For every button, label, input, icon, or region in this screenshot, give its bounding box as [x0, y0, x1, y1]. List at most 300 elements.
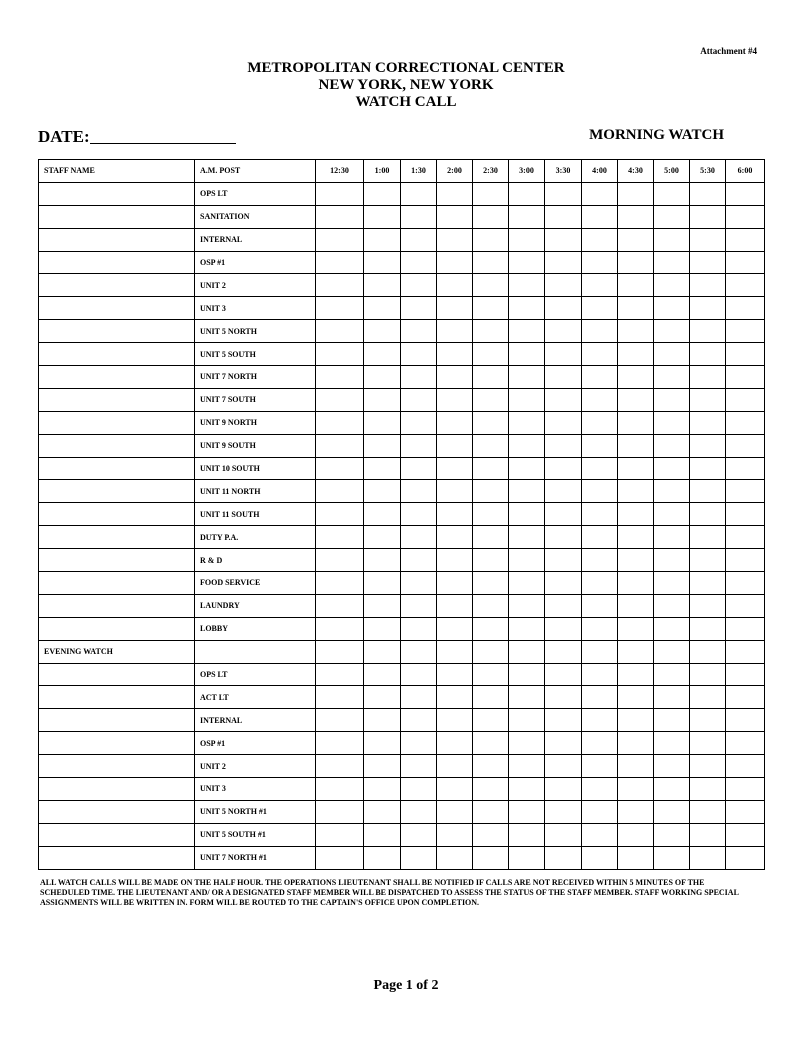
- check-cell[interactable]: [545, 434, 582, 457]
- check-cell[interactable]: [437, 343, 473, 366]
- check-cell[interactable]: [364, 778, 401, 801]
- check-cell[interactable]: [654, 594, 690, 617]
- check-cell[interactable]: [316, 480, 364, 503]
- check-cell[interactable]: [316, 755, 364, 778]
- check-cell[interactable]: [582, 549, 618, 572]
- check-cell[interactable]: [654, 755, 690, 778]
- check-cell[interactable]: [690, 663, 726, 686]
- check-cell[interactable]: [726, 274, 765, 297]
- check-cell[interactable]: [509, 228, 545, 251]
- check-cell[interactable]: [509, 778, 545, 801]
- check-cell[interactable]: [437, 800, 473, 823]
- check-cell[interactable]: [437, 846, 473, 869]
- check-cell[interactable]: [401, 686, 437, 709]
- check-cell[interactable]: [726, 434, 765, 457]
- check-cell[interactable]: [545, 800, 582, 823]
- check-cell[interactable]: [473, 388, 509, 411]
- check-cell[interactable]: [509, 594, 545, 617]
- check-cell[interactable]: [654, 434, 690, 457]
- staff-name-cell[interactable]: [39, 366, 195, 389]
- check-cell[interactable]: [690, 343, 726, 366]
- check-cell[interactable]: [509, 686, 545, 709]
- check-cell[interactable]: [437, 388, 473, 411]
- check-cell[interactable]: [726, 686, 765, 709]
- staff-name-cell[interactable]: [39, 846, 195, 869]
- check-cell[interactable]: [654, 572, 690, 595]
- check-cell[interactable]: [618, 549, 654, 572]
- check-cell[interactable]: [437, 663, 473, 686]
- check-cell[interactable]: [509, 434, 545, 457]
- check-cell[interactable]: [401, 343, 437, 366]
- check-cell[interactable]: [690, 686, 726, 709]
- check-cell[interactable]: [654, 526, 690, 549]
- check-cell[interactable]: [364, 663, 401, 686]
- check-cell[interactable]: [509, 503, 545, 526]
- check-cell[interactable]: [582, 594, 618, 617]
- check-cell[interactable]: [726, 526, 765, 549]
- check-cell[interactable]: [509, 640, 545, 663]
- check-cell[interactable]: [654, 205, 690, 228]
- check-cell[interactable]: [618, 274, 654, 297]
- check-cell[interactable]: [726, 732, 765, 755]
- check-cell[interactable]: [364, 686, 401, 709]
- staff-name-cell[interactable]: [39, 755, 195, 778]
- check-cell[interactable]: [473, 846, 509, 869]
- check-cell[interactable]: [582, 205, 618, 228]
- check-cell[interactable]: [618, 297, 654, 320]
- check-cell[interactable]: [618, 594, 654, 617]
- check-cell[interactable]: [690, 823, 726, 846]
- check-cell[interactable]: [473, 617, 509, 640]
- check-cell[interactable]: [509, 709, 545, 732]
- staff-name-cell[interactable]: [39, 572, 195, 595]
- check-cell[interactable]: [364, 366, 401, 389]
- check-cell[interactable]: [364, 434, 401, 457]
- staff-name-cell[interactable]: [39, 274, 195, 297]
- check-cell[interactable]: [316, 503, 364, 526]
- check-cell[interactable]: [545, 343, 582, 366]
- check-cell[interactable]: [401, 434, 437, 457]
- check-cell[interactable]: [401, 800, 437, 823]
- check-cell[interactable]: [401, 755, 437, 778]
- check-cell[interactable]: [582, 709, 618, 732]
- check-cell[interactable]: [690, 755, 726, 778]
- check-cell[interactable]: [582, 640, 618, 663]
- check-cell[interactable]: [364, 823, 401, 846]
- check-cell[interactable]: [473, 434, 509, 457]
- check-cell[interactable]: [509, 572, 545, 595]
- check-cell[interactable]: [509, 182, 545, 205]
- check-cell[interactable]: [364, 755, 401, 778]
- check-cell[interactable]: [582, 846, 618, 869]
- check-cell[interactable]: [316, 343, 364, 366]
- check-cell[interactable]: [618, 434, 654, 457]
- check-cell[interactable]: [582, 320, 618, 343]
- check-cell[interactable]: [545, 526, 582, 549]
- check-cell[interactable]: [509, 617, 545, 640]
- check-cell[interactable]: [654, 274, 690, 297]
- check-cell[interactable]: [582, 572, 618, 595]
- check-cell[interactable]: [437, 320, 473, 343]
- check-cell[interactable]: [690, 457, 726, 480]
- staff-name-cell[interactable]: [39, 594, 195, 617]
- staff-name-cell[interactable]: [39, 526, 195, 549]
- staff-name-cell[interactable]: [39, 823, 195, 846]
- check-cell[interactable]: [316, 297, 364, 320]
- check-cell[interactable]: [545, 686, 582, 709]
- check-cell[interactable]: [316, 526, 364, 549]
- check-cell[interactable]: [654, 457, 690, 480]
- check-cell[interactable]: [473, 503, 509, 526]
- check-cell[interactable]: [437, 594, 473, 617]
- staff-name-cell[interactable]: [39, 686, 195, 709]
- staff-name-cell[interactable]: [39, 228, 195, 251]
- check-cell[interactable]: [618, 663, 654, 686]
- check-cell[interactable]: [437, 411, 473, 434]
- check-cell[interactable]: [401, 640, 437, 663]
- staff-name-cell[interactable]: [39, 457, 195, 480]
- check-cell[interactable]: [690, 846, 726, 869]
- check-cell[interactable]: [726, 663, 765, 686]
- check-cell[interactable]: [437, 686, 473, 709]
- staff-name-cell[interactable]: [39, 732, 195, 755]
- check-cell[interactable]: [618, 480, 654, 503]
- check-cell[interactable]: [473, 732, 509, 755]
- check-cell[interactable]: [654, 846, 690, 869]
- check-cell[interactable]: [618, 800, 654, 823]
- check-cell[interactable]: [316, 274, 364, 297]
- check-cell[interactable]: [401, 320, 437, 343]
- staff-name-cell[interactable]: [39, 778, 195, 801]
- staff-name-cell[interactable]: [39, 434, 195, 457]
- check-cell[interactable]: [364, 800, 401, 823]
- check-cell[interactable]: [690, 526, 726, 549]
- check-cell[interactable]: [509, 274, 545, 297]
- check-cell[interactable]: [726, 297, 765, 320]
- check-cell[interactable]: [726, 366, 765, 389]
- check-cell[interactable]: [545, 732, 582, 755]
- check-cell[interactable]: [726, 549, 765, 572]
- staff-name-cell[interactable]: [39, 617, 195, 640]
- check-cell[interactable]: [690, 480, 726, 503]
- check-cell[interactable]: [509, 251, 545, 274]
- check-cell[interactable]: [364, 251, 401, 274]
- check-cell[interactable]: [545, 663, 582, 686]
- check-cell[interactable]: [654, 480, 690, 503]
- check-cell[interactable]: [316, 594, 364, 617]
- check-cell[interactable]: [582, 686, 618, 709]
- check-cell[interactable]: [473, 594, 509, 617]
- check-cell[interactable]: [437, 182, 473, 205]
- check-cell[interactable]: [364, 846, 401, 869]
- check-cell[interactable]: [364, 617, 401, 640]
- check-cell[interactable]: [401, 732, 437, 755]
- check-cell[interactable]: [618, 617, 654, 640]
- check-cell[interactable]: [437, 617, 473, 640]
- check-cell[interactable]: [545, 182, 582, 205]
- check-cell[interactable]: [401, 663, 437, 686]
- check-cell[interactable]: [726, 823, 765, 846]
- check-cell[interactable]: [654, 800, 690, 823]
- check-cell[interactable]: [473, 526, 509, 549]
- check-cell[interactable]: [473, 251, 509, 274]
- check-cell[interactable]: [690, 709, 726, 732]
- check-cell[interactable]: [726, 800, 765, 823]
- check-cell[interactable]: [618, 388, 654, 411]
- check-cell[interactable]: [726, 251, 765, 274]
- check-cell[interactable]: [316, 823, 364, 846]
- check-cell[interactable]: [509, 205, 545, 228]
- check-cell[interactable]: [364, 709, 401, 732]
- check-cell[interactable]: [726, 205, 765, 228]
- check-cell[interactable]: [316, 778, 364, 801]
- check-cell[interactable]: [582, 800, 618, 823]
- check-cell[interactable]: [364, 526, 401, 549]
- check-cell[interactable]: [316, 686, 364, 709]
- check-cell[interactable]: [726, 846, 765, 869]
- check-cell[interactable]: [654, 709, 690, 732]
- check-cell[interactable]: [618, 846, 654, 869]
- check-cell[interactable]: [401, 480, 437, 503]
- check-cell[interactable]: [582, 434, 618, 457]
- check-cell[interactable]: [726, 388, 765, 411]
- check-cell[interactable]: [401, 251, 437, 274]
- check-cell[interactable]: [690, 182, 726, 205]
- check-cell[interactable]: [654, 823, 690, 846]
- check-cell[interactable]: [437, 228, 473, 251]
- check-cell[interactable]: [401, 297, 437, 320]
- check-cell[interactable]: [437, 549, 473, 572]
- check-cell[interactable]: [618, 411, 654, 434]
- check-cell[interactable]: [654, 320, 690, 343]
- check-cell[interactable]: [316, 663, 364, 686]
- check-cell[interactable]: [316, 320, 364, 343]
- staff-name-cell[interactable]: [39, 320, 195, 343]
- check-cell[interactable]: [316, 572, 364, 595]
- check-cell[interactable]: [545, 846, 582, 869]
- check-cell[interactable]: [401, 388, 437, 411]
- check-cell[interactable]: [545, 594, 582, 617]
- check-cell[interactable]: [316, 388, 364, 411]
- check-cell[interactable]: [582, 457, 618, 480]
- staff-name-cell[interactable]: [39, 480, 195, 503]
- check-cell[interactable]: [364, 297, 401, 320]
- check-cell[interactable]: [618, 755, 654, 778]
- check-cell[interactable]: [582, 663, 618, 686]
- check-cell[interactable]: [582, 778, 618, 801]
- check-cell[interactable]: [401, 457, 437, 480]
- check-cell[interactable]: [582, 755, 618, 778]
- check-cell[interactable]: [401, 411, 437, 434]
- check-cell[interactable]: [690, 640, 726, 663]
- staff-name-cell[interactable]: [39, 251, 195, 274]
- check-cell[interactable]: [654, 617, 690, 640]
- check-cell[interactable]: [316, 205, 364, 228]
- check-cell[interactable]: [401, 503, 437, 526]
- check-cell[interactable]: [545, 366, 582, 389]
- check-cell[interactable]: [509, 755, 545, 778]
- check-cell[interactable]: [437, 366, 473, 389]
- check-cell[interactable]: [654, 686, 690, 709]
- check-cell[interactable]: [654, 778, 690, 801]
- check-cell[interactable]: [437, 274, 473, 297]
- check-cell[interactable]: [690, 549, 726, 572]
- staff-name-cell[interactable]: [39, 549, 195, 572]
- check-cell[interactable]: [582, 823, 618, 846]
- check-cell[interactable]: [545, 503, 582, 526]
- check-cell[interactable]: [618, 205, 654, 228]
- check-cell[interactable]: [316, 800, 364, 823]
- check-cell[interactable]: [582, 732, 618, 755]
- check-cell[interactable]: [690, 228, 726, 251]
- check-cell[interactable]: [726, 594, 765, 617]
- check-cell[interactable]: [726, 709, 765, 732]
- check-cell[interactable]: [509, 663, 545, 686]
- check-cell[interactable]: [473, 663, 509, 686]
- check-cell[interactable]: [690, 434, 726, 457]
- check-cell[interactable]: [582, 274, 618, 297]
- check-cell[interactable]: [509, 846, 545, 869]
- check-cell[interactable]: [545, 320, 582, 343]
- check-cell[interactable]: [545, 457, 582, 480]
- check-cell[interactable]: [473, 457, 509, 480]
- check-cell[interactable]: [618, 457, 654, 480]
- check-cell[interactable]: [690, 617, 726, 640]
- check-cell[interactable]: [437, 640, 473, 663]
- staff-name-cell[interactable]: [39, 709, 195, 732]
- check-cell[interactable]: [618, 732, 654, 755]
- check-cell[interactable]: [437, 205, 473, 228]
- check-cell[interactable]: [437, 457, 473, 480]
- check-cell[interactable]: [654, 251, 690, 274]
- check-cell[interactable]: [618, 343, 654, 366]
- check-cell[interactable]: [401, 778, 437, 801]
- check-cell[interactable]: [437, 480, 473, 503]
- check-cell[interactable]: [316, 709, 364, 732]
- staff-name-cell[interactable]: [39, 343, 195, 366]
- check-cell[interactable]: [582, 343, 618, 366]
- check-cell[interactable]: [509, 800, 545, 823]
- check-cell[interactable]: [316, 846, 364, 869]
- check-cell[interactable]: [401, 823, 437, 846]
- check-cell[interactable]: [545, 640, 582, 663]
- check-cell[interactable]: [316, 457, 364, 480]
- staff-name-cell[interactable]: [39, 182, 195, 205]
- check-cell[interactable]: [618, 503, 654, 526]
- check-cell[interactable]: [690, 366, 726, 389]
- check-cell[interactable]: [509, 297, 545, 320]
- check-cell[interactable]: [473, 182, 509, 205]
- check-cell[interactable]: [401, 709, 437, 732]
- check-cell[interactable]: [364, 480, 401, 503]
- check-cell[interactable]: [437, 732, 473, 755]
- check-cell[interactable]: [401, 182, 437, 205]
- check-cell[interactable]: [618, 320, 654, 343]
- check-cell[interactable]: [364, 274, 401, 297]
- check-cell[interactable]: [364, 320, 401, 343]
- check-cell[interactable]: [473, 343, 509, 366]
- check-cell[interactable]: [654, 549, 690, 572]
- check-cell[interactable]: [582, 251, 618, 274]
- check-cell[interactable]: [726, 343, 765, 366]
- check-cell[interactable]: [726, 480, 765, 503]
- check-cell[interactable]: [509, 320, 545, 343]
- check-cell[interactable]: [401, 549, 437, 572]
- check-cell[interactable]: [654, 343, 690, 366]
- check-cell[interactable]: [618, 572, 654, 595]
- check-cell[interactable]: [509, 526, 545, 549]
- check-cell[interactable]: [654, 732, 690, 755]
- check-cell[interactable]: [582, 366, 618, 389]
- check-cell[interactable]: [473, 297, 509, 320]
- check-cell[interactable]: [726, 320, 765, 343]
- check-cell[interactable]: [364, 411, 401, 434]
- check-cell[interactable]: [545, 549, 582, 572]
- check-cell[interactable]: [509, 388, 545, 411]
- check-cell[interactable]: [726, 778, 765, 801]
- check-cell[interactable]: [618, 686, 654, 709]
- check-cell[interactable]: [690, 251, 726, 274]
- check-cell[interactable]: [316, 251, 364, 274]
- check-cell[interactable]: [582, 297, 618, 320]
- check-cell[interactable]: [726, 182, 765, 205]
- check-cell[interactable]: [618, 251, 654, 274]
- check-cell[interactable]: [473, 366, 509, 389]
- check-cell[interactable]: [473, 480, 509, 503]
- check-cell[interactable]: [401, 617, 437, 640]
- check-cell[interactable]: [437, 823, 473, 846]
- check-cell[interactable]: [509, 366, 545, 389]
- check-cell[interactable]: [582, 411, 618, 434]
- check-cell[interactable]: [437, 755, 473, 778]
- check-cell[interactable]: [316, 640, 364, 663]
- check-cell[interactable]: [582, 480, 618, 503]
- check-cell[interactable]: [473, 709, 509, 732]
- check-cell[interactable]: [654, 228, 690, 251]
- check-cell[interactable]: [316, 411, 364, 434]
- check-cell[interactable]: [509, 343, 545, 366]
- check-cell[interactable]: [654, 182, 690, 205]
- staff-name-cell[interactable]: [39, 800, 195, 823]
- check-cell[interactable]: [316, 434, 364, 457]
- check-cell[interactable]: [582, 182, 618, 205]
- check-cell[interactable]: [316, 732, 364, 755]
- check-cell[interactable]: [509, 732, 545, 755]
- check-cell[interactable]: [437, 297, 473, 320]
- check-cell[interactable]: [654, 388, 690, 411]
- check-cell[interactable]: [437, 434, 473, 457]
- check-cell[interactable]: [545, 411, 582, 434]
- check-cell[interactable]: [654, 663, 690, 686]
- staff-name-cell[interactable]: [39, 297, 195, 320]
- check-cell[interactable]: [437, 251, 473, 274]
- check-cell[interactable]: [690, 297, 726, 320]
- staff-name-cell[interactable]: [39, 503, 195, 526]
- check-cell[interactable]: [545, 274, 582, 297]
- check-cell[interactable]: [545, 480, 582, 503]
- check-cell[interactable]: [726, 228, 765, 251]
- check-cell[interactable]: [545, 617, 582, 640]
- check-cell[interactable]: [545, 709, 582, 732]
- check-cell[interactable]: [690, 732, 726, 755]
- check-cell[interactable]: [473, 686, 509, 709]
- check-cell[interactable]: [582, 617, 618, 640]
- date-field[interactable]: [90, 143, 236, 144]
- check-cell[interactable]: [582, 503, 618, 526]
- staff-name-cell[interactable]: [39, 205, 195, 228]
- check-cell[interactable]: [726, 457, 765, 480]
- check-cell[interactable]: [437, 572, 473, 595]
